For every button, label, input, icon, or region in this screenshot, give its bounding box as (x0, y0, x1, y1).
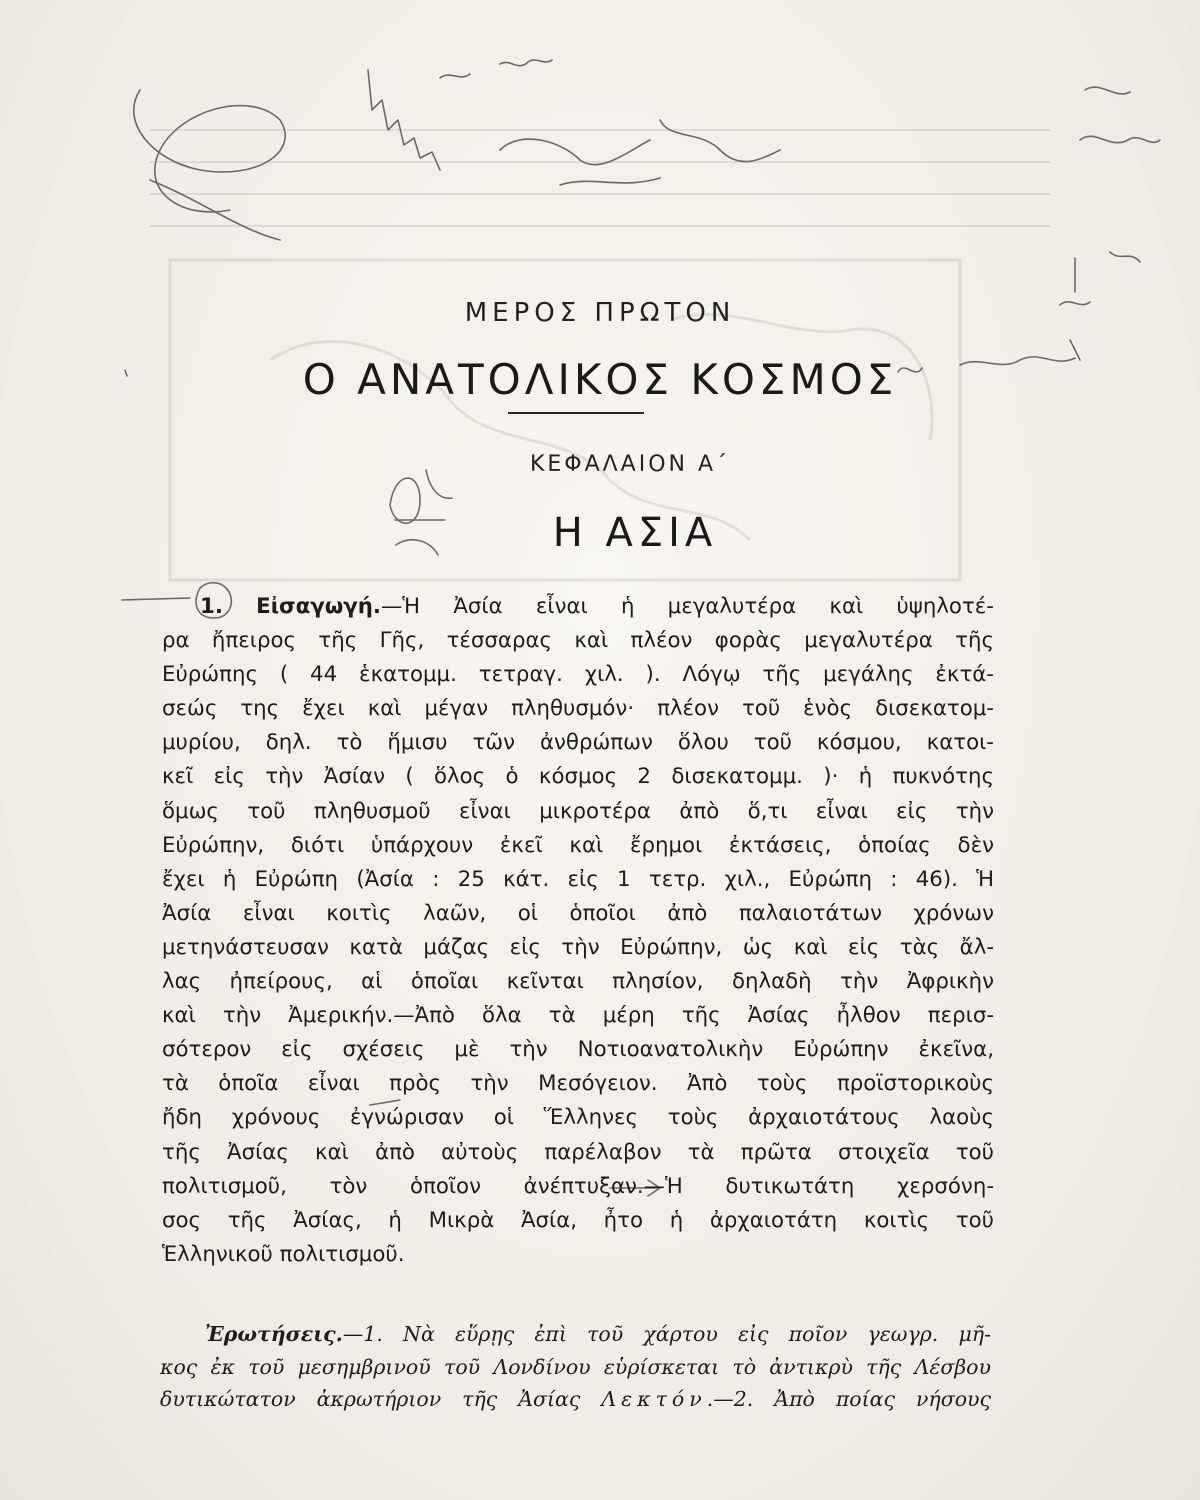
questions-text: —1. Νὰ εὕρῃς ἐπὶ τοῦ χάρτου εἰς ποῖον γεωγρ. μῆ- (342, 1322, 991, 1346)
section-text-line: ρα ἤπειρος τῆς Γῆς, τέσσαρας καὶ πλέον φορὰς μεγαλυτέρα τῆς (162, 628, 994, 654)
questions-text: .—2. Ἀπὸ ποίας νήσους (706, 1387, 991, 1411)
section-text-line: σότερον εἰς σχέσεις μὲ τὴν Νοτιοανατολικὴν Εὐρώπην ἐκεῖνα, (162, 1037, 994, 1063)
section-text-line: καὶ τὴν Ἀμερικήν.—Ἀπὸ ὅλα τὰ μέρη τῆς Ἀσίας ἦλθον περισ- (162, 1003, 994, 1029)
chapter-label: ΚΕΦΑΛΑΙΟΝ Α΄ (529, 452, 731, 477)
section-text-line: σος τῆς Ἀσίας, ἡ Μικρὰ Ἀσία, ἦτο ἡ ἀρχαιοτάτη κοιτὶς τοῦ (162, 1207, 994, 1233)
section-number: 1. (200, 594, 223, 619)
section-text-line: κεῖ εἰς τὴν Ἀσίαν ( ὅλος ὁ κόσμος 2 δισεκατομμ. )· ἡ πυκνότης (162, 764, 994, 790)
section-text-line: λας ἠπείρους, αἱ ὁποῖαι κεῖνται πλησίον, δηλαδὴ τὴν Ἀφρικὴν (162, 969, 994, 995)
chapter-title: Η ΑΣΙΑ (552, 510, 718, 556)
part-title: Ο ΑΝΑΤΟΛΙΚΟΣ ΚΟΣΜΟΣ (302, 355, 898, 404)
section-text-line: Ἑλληνικοῦ πολιτισμοῦ. (162, 1241, 405, 1267)
section-text-line: μυρίου, δηλ. τὸ ἥμισυ τῶν ἀνθρώπων ὅλου τοῦ κόσμου, κατοι- (162, 730, 994, 756)
section-text-line: πολιτισμοῦ, τὸν ὁποῖον ἀνέπτυξαν.—Ἡ δυτικωτάτη χερσόνη- (162, 1173, 994, 1199)
section-text-line: ἔχει ἡ Εὐρώπη (Ἀσία : 25 κάτ. εἰς 1 τετρ. χιλ., Εὐρώπη : 46). Ἡ (162, 866, 994, 892)
questions-text-line (160, 1383, 991, 1416)
questions-text: δυτικώτατον ἀκρωτήριον τῆς Ἀσίας (160, 1387, 581, 1411)
questions-first-line (205, 1318, 991, 1351)
section-text-line: σεώς της ἔχει καὶ μέγαν πληθυσμόν· πλέον τοῦ ἑνὸς δισεκατομ- (162, 696, 994, 722)
title-rule (508, 412, 644, 414)
section-text-line: Εὐρώπης ( 44 ἑκατομμ. τετραγ. χιλ. ). Λόγῳ τῆς μεγάλης ἐκτά- (162, 662, 994, 688)
questions-text-line: κος ἐκ τοῦ μεσημβρινοῦ τοῦ Λονδίνου εὑρίσκεται τὸ ἀντικρὺ τῆς Λέσβου (160, 1354, 991, 1379)
questions-block (160, 1318, 991, 1416)
questions-emphasis: Λεκτόν (601, 1387, 707, 1411)
section-first-line (162, 590, 994, 624)
section-text-line: ὅμως τοῦ πληθυσμοῦ εἶναι μικροτέρα ἀπὸ ὅ,τι εἶναι εἰς τὴν (162, 798, 994, 824)
part-label: ΜΕΡΟΣ ΠΡΩΤΟΝ (464, 298, 736, 328)
section-text-line: Εὐρώπην, διότι ὑπάρχουν ἐκεῖ καὶ ἔρημοι ἐκτάσεις, ὁποίας δὲν (162, 832, 994, 858)
section-body (162, 590, 994, 1272)
section-text-line: τὰ ὁποῖα εἶναι πρὸς τὴν Μεσόγειον. Ἀπὸ τοὺς προϊστορικοὺς (162, 1071, 994, 1097)
section-text-line: —Ἡ Ἀσία εἶναι ἡ μεγαλυτέρα καὶ ὑψηλοτέ- (381, 594, 994, 619)
section-text-line: ἤδη χρόνους ἐγνώρισαν οἱ Ἕλληνες τοὺς ἀρχαιοτάτους λαοὺς (162, 1105, 994, 1131)
section-text-line: τῆς Ἀσίας καὶ ἀπὸ αὐτοὺς παρέλαβον τὰ πρῶτα στοιχεῖα τοῦ (162, 1139, 994, 1165)
questions-heading: Ἐρωτήσεις. (205, 1322, 343, 1346)
section-text-line: Ἀσία εἶναι κοιτὶς λαῶν, οἱ ὁποῖοι ἀπὸ παλαιοτάτων χρόνων (162, 900, 994, 926)
section-heading: Εἰσαγωγή. (256, 594, 381, 619)
section-text-line: μετηνάστευσαν κατὰ μάζας εἰς τὴν Εὐρώπην, ὡς καὶ εἰς τὰς ἄλ- (162, 934, 994, 960)
